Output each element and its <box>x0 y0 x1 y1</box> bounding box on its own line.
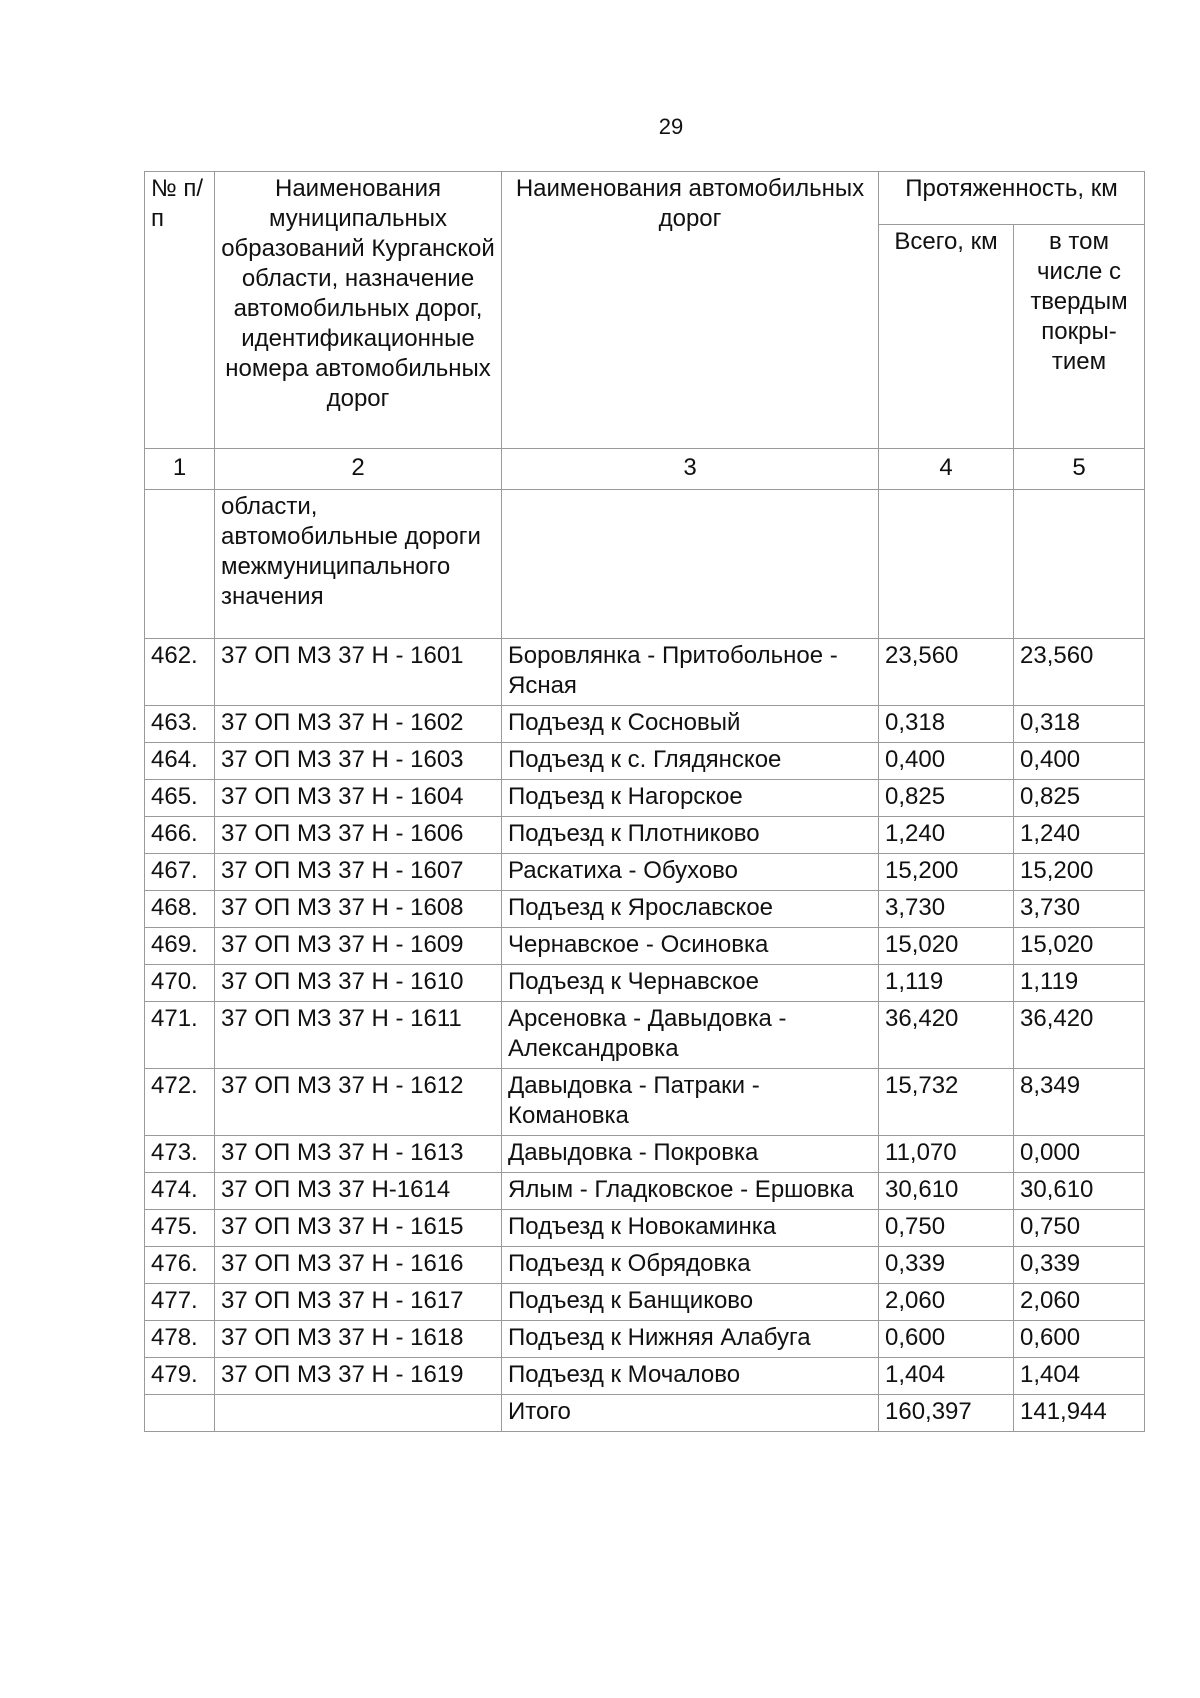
row-number: 466. <box>145 817 215 854</box>
road-name: Подъезд к Мочалово <box>502 1358 879 1395</box>
total-empty-cell <box>145 1395 215 1432</box>
road-name: Подъезд к Обрядовка <box>502 1247 879 1284</box>
road-length: 15,732 <box>879 1069 1014 1136</box>
road-name: Давыдовка - Покровка <box>502 1136 879 1173</box>
road-id: 37 ОП МЗ 37 Н - 1612 <box>215 1069 502 1136</box>
road-name: Боровлянка - Притобольное - Ясная <box>502 639 879 706</box>
road-name: Подъезд к Нижняя Алабуга <box>502 1321 879 1358</box>
table-row <box>145 1002 1145 1069</box>
road-length: 0,825 <box>879 780 1014 817</box>
header-roads: Наименования автомобильных дорог <box>502 172 879 449</box>
table-row <box>145 1247 1145 1284</box>
road-paved-length: 0,339 <box>1014 1247 1145 1284</box>
road-id: 37 ОП МЗ 37 Н - 1611 <box>215 1002 502 1069</box>
column-index-cell: 3 <box>502 449 879 490</box>
column-index-cell: 1 <box>145 449 215 490</box>
road-name: Подъезд к Чернавское <box>502 965 879 1002</box>
road-name: Чернавское - Осиновка <box>502 928 879 965</box>
row-number: 462. <box>145 639 215 706</box>
total-empty-cell <box>215 1395 502 1432</box>
road-name: Ялым - Гладковское - Ершовка <box>502 1173 879 1210</box>
section-row <box>145 490 1145 639</box>
row-number: 469. <box>145 928 215 965</box>
road-id: 37 ОП МЗ 37 Н - 1619 <box>215 1358 502 1395</box>
row-number: 473. <box>145 1136 215 1173</box>
section-empty-cell <box>879 490 1014 639</box>
column-index-row <box>145 449 1145 490</box>
table-row <box>145 1136 1145 1173</box>
road-id: 37 ОП МЗ 37 Н - 1607 <box>215 854 502 891</box>
road-id: 37 ОП МЗ 37 Н - 1608 <box>215 891 502 928</box>
road-paved-length: 0,400 <box>1014 743 1145 780</box>
row-number: 475. <box>145 1210 215 1247</box>
road-length: 15,200 <box>879 854 1014 891</box>
road-length: 0,750 <box>879 1210 1014 1247</box>
road-name: Подъезд к Ярославское <box>502 891 879 928</box>
road-name: Давыдовка - Патраки - Комановка <box>502 1069 879 1136</box>
section-empty-cell <box>502 490 879 639</box>
table-row <box>145 780 1145 817</box>
road-length: 1,404 <box>879 1358 1014 1395</box>
row-number: 470. <box>145 965 215 1002</box>
road-name: Раскатиха - Обухово <box>502 854 879 891</box>
row-number: 479. <box>145 1358 215 1395</box>
road-id: 37 ОП МЗ 37 Н - 1606 <box>215 817 502 854</box>
road-id: 37 ОП МЗ 37 Н - 1610 <box>215 965 502 1002</box>
table-row <box>145 854 1145 891</box>
road-paved-length: 1,404 <box>1014 1358 1145 1395</box>
table-row <box>145 891 1145 928</box>
road-paved-length: 8,349 <box>1014 1069 1145 1136</box>
table-row <box>145 1358 1145 1395</box>
road-name: Подъезд к Нагорское <box>502 780 879 817</box>
header-paved: в том числе с твердым покры-тием <box>1014 224 1145 448</box>
header-total: Всего, км <box>879 224 1014 448</box>
row-number: 471. <box>145 1002 215 1069</box>
section-empty-cell <box>1014 490 1145 639</box>
road-id: 37 ОП МЗ 37 Н - 1603 <box>215 743 502 780</box>
total-length: 160,397 <box>879 1395 1014 1432</box>
road-id: 37 ОП МЗ 37 Н - 1617 <box>215 1284 502 1321</box>
road-id: 37 ОП МЗ 37 Н - 1609 <box>215 928 502 965</box>
road-paved-length: 23,560 <box>1014 639 1145 706</box>
road-id: 37 ОП МЗ 37 Н - 1615 <box>215 1210 502 1247</box>
road-paved-length: 0,825 <box>1014 780 1145 817</box>
page-number: 29 <box>658 114 684 139</box>
road-length: 0,400 <box>879 743 1014 780</box>
table-row <box>145 639 1145 706</box>
road-paved-length: 1,240 <box>1014 817 1145 854</box>
row-number: 477. <box>145 1284 215 1321</box>
row-number: 467. <box>145 854 215 891</box>
road-length: 0,339 <box>879 1247 1014 1284</box>
road-paved-length: 36,420 <box>1014 1002 1145 1069</box>
row-number: 472. <box>145 1069 215 1136</box>
table-row <box>145 706 1145 743</box>
road-paved-length: 0,318 <box>1014 706 1145 743</box>
road-length: 23,560 <box>879 639 1014 706</box>
road-paved-length: 3,730 <box>1014 891 1145 928</box>
road-length: 11,070 <box>879 1136 1014 1173</box>
section-label: области, автомобильные дороги межмуниципального значения <box>215 490 502 639</box>
header-length: Протяженность, км <box>879 172 1145 225</box>
table-row <box>145 1284 1145 1321</box>
table-row <box>145 1069 1145 1136</box>
section-num-cell <box>145 490 215 639</box>
road-paved-length: 15,020 <box>1014 928 1145 965</box>
road-paved-length: 30,610 <box>1014 1173 1145 1210</box>
total-label: Итого <box>502 1395 879 1432</box>
road-paved-length: 15,200 <box>1014 854 1145 891</box>
road-length: 0,318 <box>879 706 1014 743</box>
roads-table <box>144 171 1145 1432</box>
row-number: 468. <box>145 891 215 928</box>
road-length: 15,020 <box>879 928 1014 965</box>
column-index-cell: 4 <box>879 449 1014 490</box>
column-index-cell: 5 <box>1014 449 1145 490</box>
road-name: Подъезд к с. Глядянское <box>502 743 879 780</box>
row-number: 476. <box>145 1247 215 1284</box>
road-length: 36,420 <box>879 1002 1014 1069</box>
road-name: Арсеновка - Давыдовка - Александровка <box>502 1002 879 1069</box>
road-name: Подъезд к Новокаминка <box>502 1210 879 1247</box>
table-row <box>145 1173 1145 1210</box>
road-paved-length: 0,000 <box>1014 1136 1145 1173</box>
road-id: 37 ОП МЗ 37 Н - 1601 <box>215 639 502 706</box>
table-row <box>145 817 1145 854</box>
road-length: 1,240 <box>879 817 1014 854</box>
road-paved-length: 0,600 <box>1014 1321 1145 1358</box>
table-row <box>145 965 1145 1002</box>
table-row <box>145 743 1145 780</box>
row-number: 464. <box>145 743 215 780</box>
road-length: 2,060 <box>879 1284 1014 1321</box>
table-footer <box>145 1395 1145 1432</box>
road-length: 0,600 <box>879 1321 1014 1358</box>
table-row <box>145 928 1145 965</box>
road-id: 37 ОП МЗ 37 Н - 1613 <box>215 1136 502 1173</box>
road-length: 30,610 <box>879 1173 1014 1210</box>
road-id: 37 ОП МЗ 37 Н-1614 <box>215 1173 502 1210</box>
column-index-cell: 2 <box>215 449 502 490</box>
road-paved-length: 1,119 <box>1014 965 1145 1002</box>
road-id: 37 ОП МЗ 37 Н - 1616 <box>215 1247 502 1284</box>
row-number: 474. <box>145 1173 215 1210</box>
table-row <box>145 1210 1145 1247</box>
road-id: 37 ОП МЗ 37 Н - 1618 <box>215 1321 502 1358</box>
table-body <box>145 449 1145 1395</box>
road-id: 37 ОП МЗ 37 Н - 1602 <box>215 706 502 743</box>
road-name: Подъезд к Сосновый <box>502 706 879 743</box>
total-row <box>145 1395 1145 1432</box>
total-paved-length: 141,944 <box>1014 1395 1145 1432</box>
row-number: 463. <box>145 706 215 743</box>
road-length: 1,119 <box>879 965 1014 1002</box>
header-municipal: Наименования муниципальных образований Курганской области, назначение автомобильных дорог, идентификационные номера автомобильных дорог <box>215 172 502 449</box>
table-row <box>145 1321 1145 1358</box>
row-number: 465. <box>145 780 215 817</box>
table-header <box>145 172 1145 449</box>
road-name: Подъезд к Плотниково <box>502 817 879 854</box>
road-length: 3,730 <box>879 891 1014 928</box>
road-id: 37 ОП МЗ 37 Н - 1604 <box>215 780 502 817</box>
road-paved-length: 0,750 <box>1014 1210 1145 1247</box>
road-name: Подъезд к Банщиково <box>502 1284 879 1321</box>
road-paved-length: 2,060 <box>1014 1284 1145 1321</box>
header-number: № п/п <box>145 172 215 449</box>
row-number: 478. <box>145 1321 215 1358</box>
